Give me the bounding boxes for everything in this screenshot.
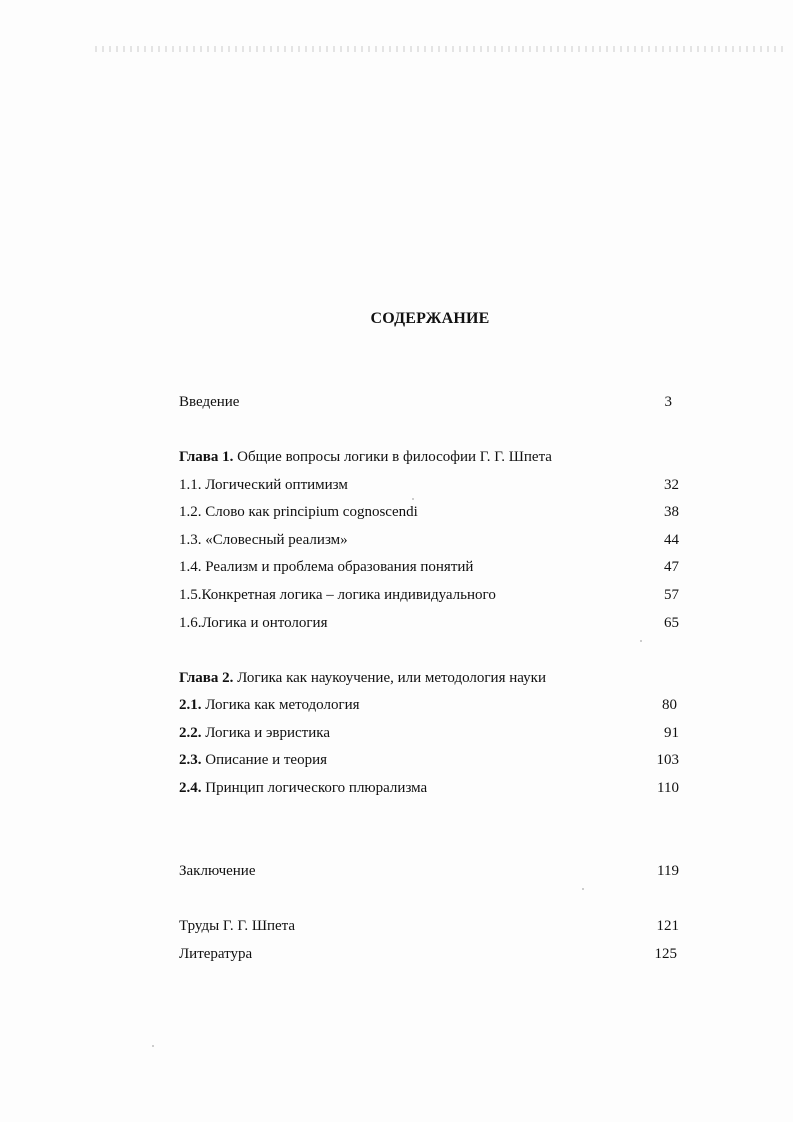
toc-entry — [179, 474, 679, 496]
scan-speck — [412, 498, 414, 500]
toc-entry-page: 38 — [664, 504, 679, 520]
toc-entry-text: 1.2. Слово как principium cognoscendi — [179, 504, 418, 520]
toc-entry-label — [179, 556, 473, 578]
toc-entry-label — [179, 943, 252, 965]
toc-entry-page: 65 — [664, 615, 679, 631]
toc-entry — [179, 749, 679, 771]
toc-entry-page: 103 — [656, 752, 679, 768]
toc-entry-prefix: Глава 1. — [179, 449, 234, 465]
toc-entry — [179, 860, 679, 882]
toc-chapter-heading — [179, 446, 679, 468]
toc-entry — [179, 777, 679, 799]
toc-entry-label — [179, 446, 552, 468]
toc-entry-label — [179, 749, 327, 771]
toc-entry-prefix: 2.3. — [179, 752, 202, 768]
toc-entry-prefix: 2.1. — [179, 697, 202, 713]
toc-entry-text: Литература — [179, 946, 253, 962]
toc-entry-label — [179, 777, 427, 799]
toc-entry-page: 121 — [656, 918, 679, 934]
toc-entry-label — [179, 722, 330, 744]
toc-entry-prefix: 2.4. — [179, 780, 202, 796]
toc-entry-text: Труды Г. Г. Шпета — [179, 918, 296, 934]
toc-entry-text: 1.6.Логика и онтология — [179, 615, 328, 631]
scan-top-edge — [95, 46, 785, 52]
toc-entry-page: 110 — [657, 780, 679, 796]
toc-entry-page: 44 — [664, 532, 679, 548]
toc-entry-label — [179, 584, 496, 606]
toc-entry — [179, 722, 679, 744]
toc-entry-text: 1.3. «Словесный реализм» — [179, 532, 348, 548]
scan-speck — [582, 888, 584, 890]
toc-entry-page: 32 — [664, 477, 679, 493]
toc-entry — [179, 943, 679, 965]
toc-entry — [179, 584, 679, 606]
toc-entry-page: 125 — [654, 946, 677, 962]
toc-entry-label — [179, 612, 327, 634]
toc-entry-prefix: Глава 2. — [179, 670, 234, 686]
toc-entry-label — [179, 915, 295, 937]
toc-entry — [179, 501, 679, 523]
toc-entry-text: Описание и теория — [201, 752, 328, 768]
toc-entry-text: Введение — [179, 394, 240, 410]
toc-entry-prefix: 2.2. — [179, 725, 202, 741]
toc-entry-text: Общие вопросы логики в философии Г. Г. Шпета — [233, 449, 552, 465]
toc-entry-label — [179, 667, 546, 689]
toc-entry-page: 57 — [664, 587, 679, 603]
toc-entry-label — [179, 501, 418, 523]
toc-entry-text: 1.1. Логический оптимизм — [179, 477, 348, 493]
toc-entry-label — [179, 474, 348, 496]
page-title: СОДЕРЖАНИЕ — [370, 310, 490, 327]
toc-entry-text: Заключение — [179, 863, 256, 879]
toc-entry-label — [179, 694, 360, 716]
toc-entry-text: Логика и эвристика — [201, 725, 330, 741]
toc-entry-label — [179, 860, 256, 882]
scan-speck — [152, 1045, 154, 1047]
toc-entry — [179, 694, 679, 716]
toc-entry — [179, 391, 679, 413]
toc-entry-label — [179, 391, 239, 413]
toc-entry-page: 91 — [664, 725, 679, 741]
toc-entry-page: 3 — [664, 394, 672, 410]
scan-speck — [640, 640, 642, 642]
toc-entry-text: 1.4. Реализм и проблема образования понятий — [179, 559, 474, 575]
toc-entry-page: 119 — [657, 863, 679, 879]
toc-entry-page: 80 — [662, 697, 677, 713]
toc-entry — [179, 915, 679, 937]
toc-entry — [179, 612, 679, 634]
toc-entry-page: 47 — [664, 559, 679, 575]
toc-entry-text: Логика как методология — [201, 697, 360, 713]
toc-entry — [179, 556, 679, 578]
toc-entry-text: Принцип логического плюрализма — [201, 780, 428, 796]
toc-entry-text: 1.5.Конкретная логика – логика индивидуального — [179, 587, 496, 603]
toc-entry — [179, 529, 679, 551]
toc-entry-label — [179, 529, 348, 551]
toc-chapter-heading — [179, 667, 679, 689]
toc-entry-text: Логика как наукоучение, или методология науки — [233, 670, 546, 686]
